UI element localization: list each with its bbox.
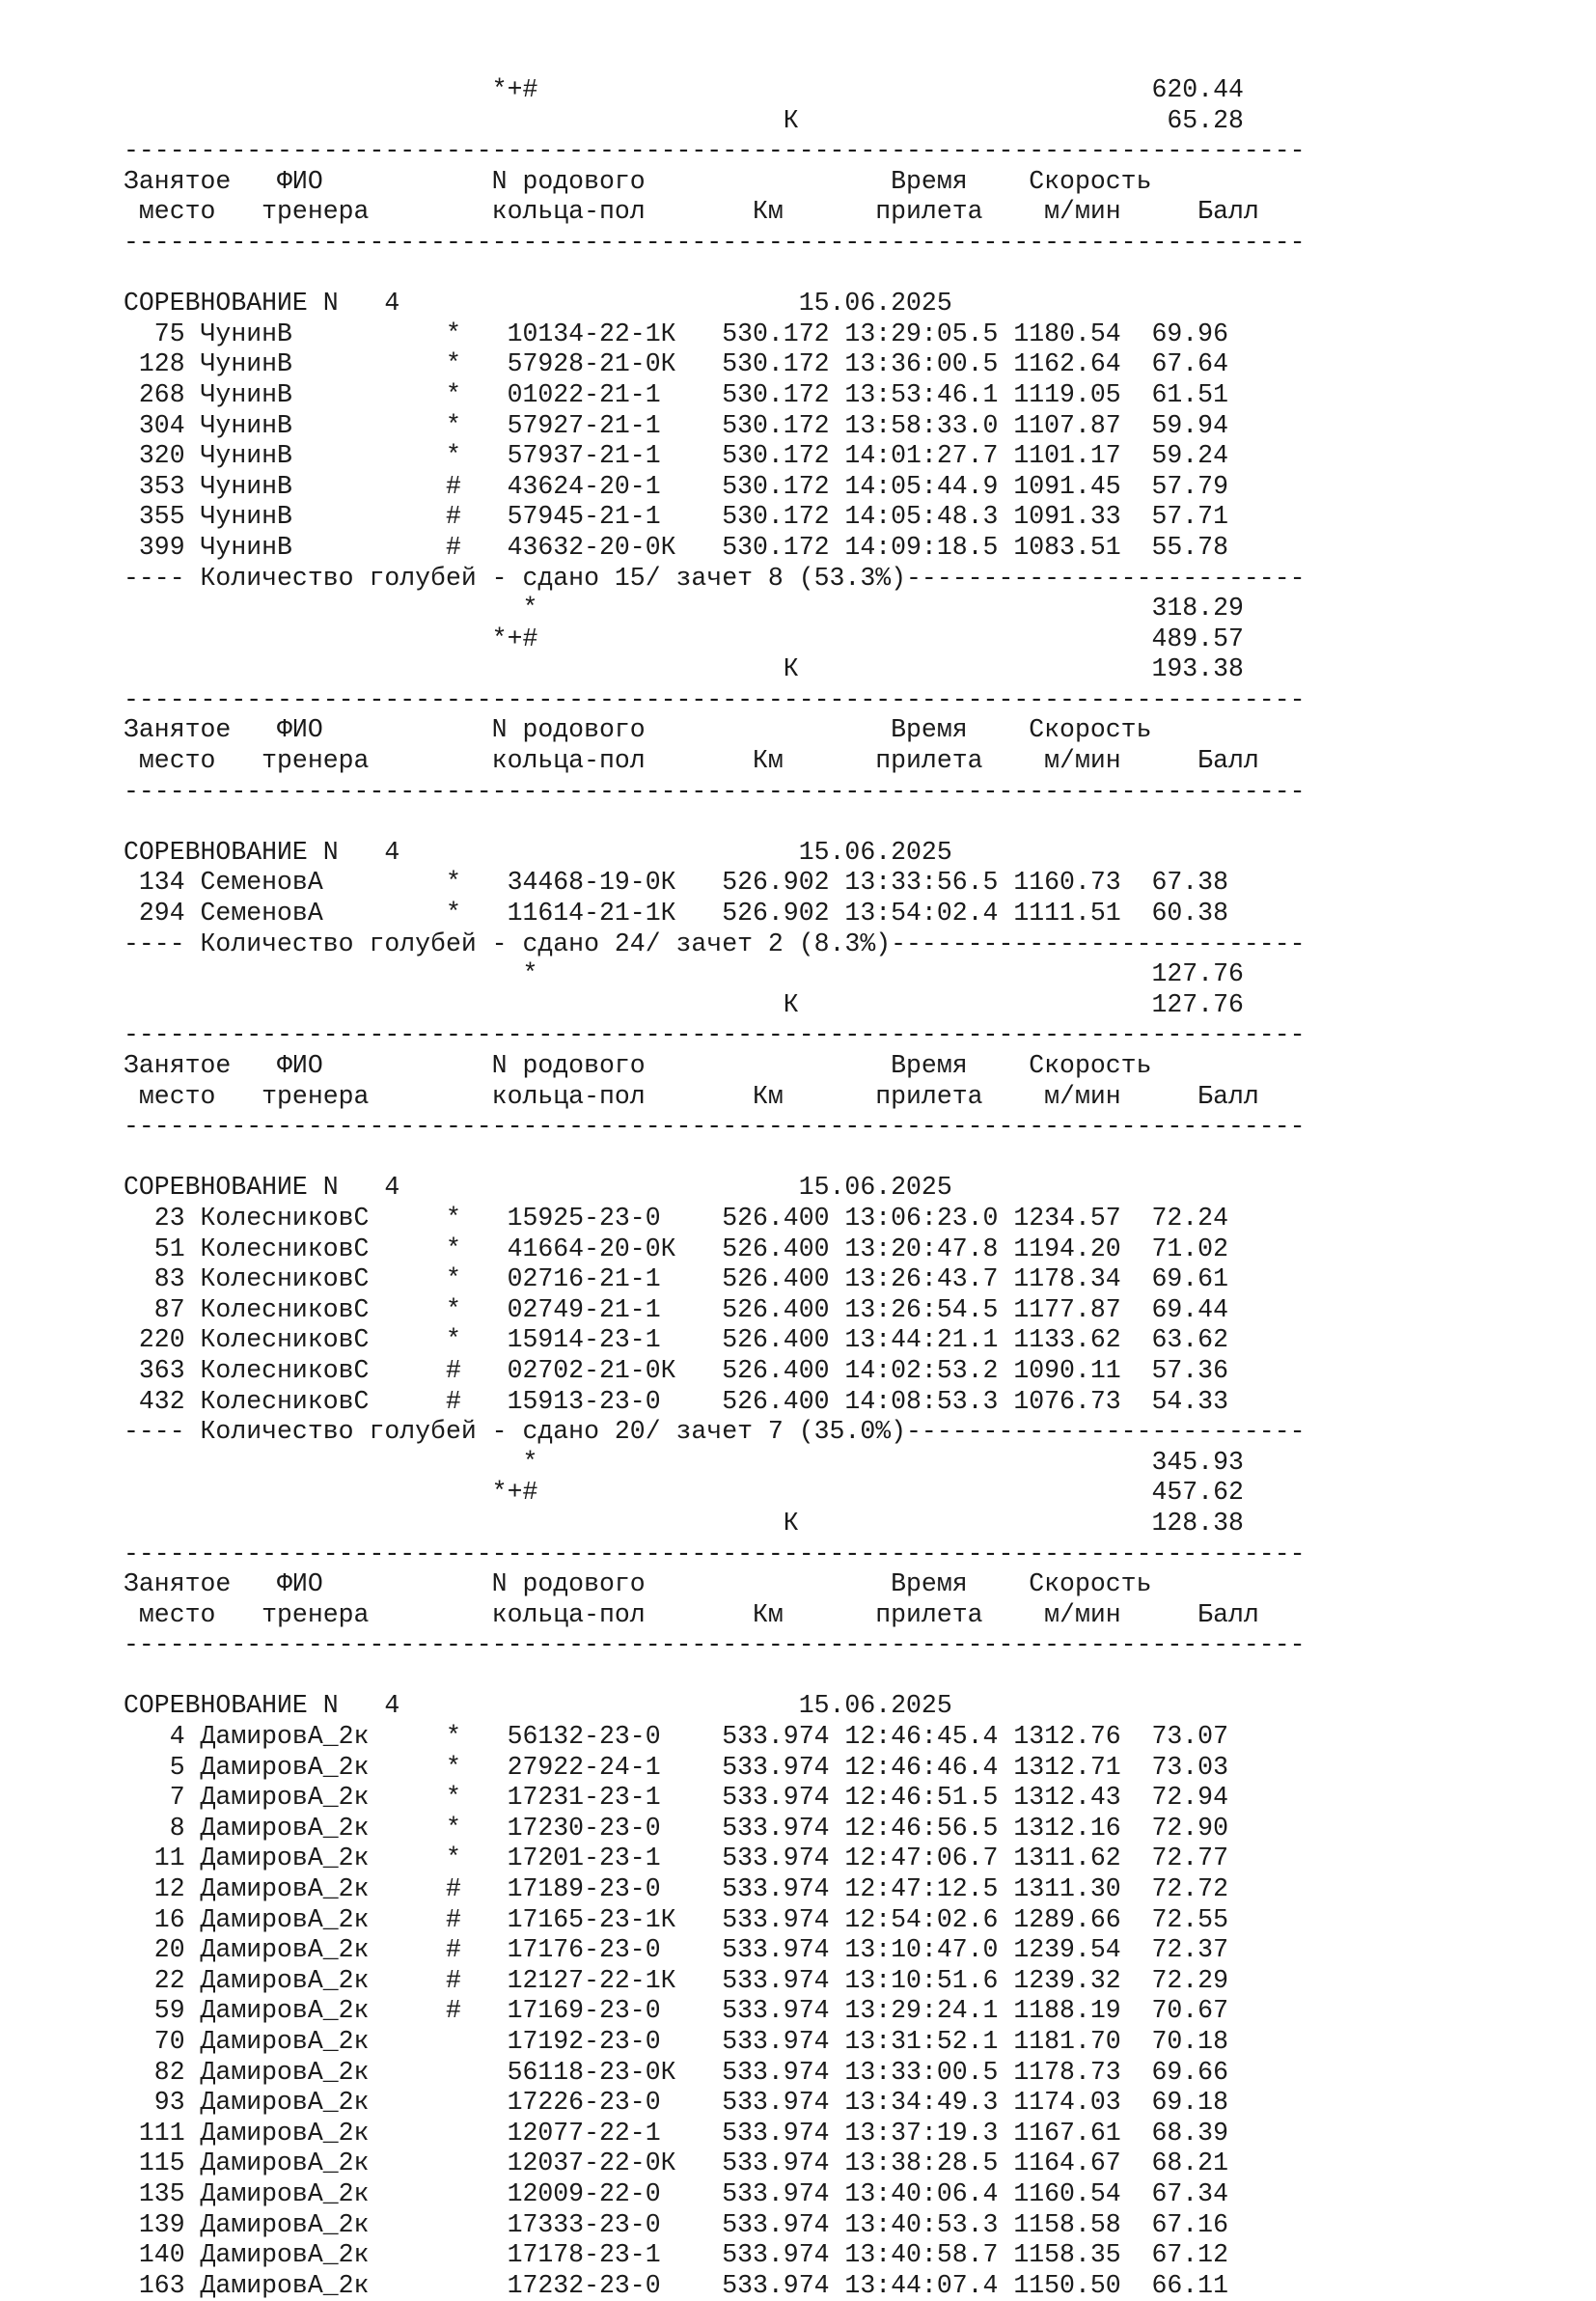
pigeon-count-summary: ---- Количество голубей - сдано 20/ зачет 7 (35.0%)-------------------------- (124, 1417, 1306, 1447)
result-row: 115 ДамировА_2к 12037-22-0К 533.974 13:38:28.5 1164.67 68.21 (124, 2149, 1228, 2178)
result-row: 111 ДамировА_2к 12077-22-1 533.974 13:37:19.3 1167.61 68.39 (124, 2118, 1228, 2148)
separator-line: ----------------------------------------------------------------------------- (124, 227, 1306, 257)
column-header: Занятое ФИО N родового Время Скорость (124, 715, 1152, 745)
separator-line: ----------------------------------------------------------------------------- (124, 136, 1306, 166)
separator-line: ----------------------------------------------------------------------------- (124, 1539, 1306, 1568)
result-row: 432 КолесниковС # 15913-23-0 526.400 14:08:53.3 1076.73 54.33 (124, 1386, 1228, 1416)
result-row: 355 ЧунинВ # 57945-21-1 530.172 14:05:48.3 1091.33 57.71 (124, 502, 1228, 532)
result-row: 268 ЧунинВ * 01022-21-1 530.172 13:53:46.1 1119.05 61.51 (124, 379, 1228, 409)
result-row: 363 КолесниковС # 02702-21-0К 526.400 14:02:53.2 1090.11 57.36 (124, 1355, 1228, 1385)
result-row: 75 ЧунинВ * 10134-22-1К 530.172 13:29:05.5 1180.54 69.96 (124, 319, 1228, 348)
result-row: 16 ДамировА_2к # 17165-23-1К 533.974 12:54:02.6 1289.66 72.55 (124, 1904, 1228, 1934)
result-row: 163 ДамировА_2к 17232-23-0 533.974 13:44:07.4 1150.50 66.11 (124, 2270, 1228, 2300)
result-row: 399 ЧунинВ # 43632-20-0К 530.172 14:09:18.5 1083.51 55.78 (124, 532, 1228, 562)
result-row: 7 ДамировА_2к * 17231-23-1 533.974 12:46:51.5 1312.43 72.94 (124, 1783, 1228, 1813)
result-row: 51 КолесниковС * 41664-20-0К 526.400 13:20:47.8 1194.20 71.02 (124, 1234, 1228, 1263)
result-row: 87 КолесниковС * 02749-21-1 526.400 13:26:54.5 1177.87 69.44 (124, 1294, 1228, 1324)
result-row: 93 ДамировА_2к 17226-23-0 533.974 13:34:49.3 1174.03 69.18 (124, 2088, 1228, 2118)
score-total: *+# 489.57 (124, 624, 1244, 653)
blank-line (124, 1661, 1513, 1692)
score-total: К 65.28 (124, 105, 1244, 135)
result-row: 70 ДамировА_2к 17192-23-0 533.974 13:31:52.1 1181.70 70.18 (124, 2027, 1228, 2056)
competition-heading: СОРЕВНОВАНИЕ N 4 15.06.2025 (124, 289, 952, 319)
result-row: 5 ДамировА_2к * 27922-24-1 533.974 12:46:46.4 1312.71 73.03 (124, 1752, 1228, 1782)
result-row: 83 КолесниковС * 02716-21-1 526.400 13:26:43.7 1178.34 69.61 (124, 1264, 1228, 1294)
score-total: * 345.93 (124, 1447, 1244, 1477)
result-row: 22 ДамировА_2к # 12127-22-1К 533.974 13:10:51.6 1239.32 72.29 (124, 1965, 1228, 1995)
result-row: 140 ДамировА_2к 17178-23-1 533.974 13:40:58.7 1158.35 67.12 (124, 2240, 1228, 2270)
result-row: 353 ЧунинВ # 43624-20-1 530.172 14:05:44.9 1091.45 57.79 (124, 471, 1228, 501)
column-header: место тренера кольца-пол Км прилета м/мин Балл (124, 746, 1259, 776)
result-row: 220 КолесниковС * 15914-23-1 526.400 13:44:21.1 1133.62 63.62 (124, 1325, 1228, 1355)
column-header: место тренера кольца-пол Км прилета м/мин Балл (124, 1599, 1259, 1629)
result-row: 82 ДамировА_2к 56118-23-0К 533.974 13:33:00.5 1178.73 69.66 (124, 2057, 1228, 2087)
result-row: 20 ДамировА_2к # 17176-23-0 533.974 13:10:47.0 1239.54 72.37 (124, 1935, 1228, 1965)
blank-line (124, 807, 1513, 838)
score-total: *+# 620.44 (124, 75, 1244, 104)
competition-heading: СОРЕВНОВАНИЕ N 4 15.06.2025 (124, 1691, 952, 1721)
column-header: место тренера кольца-пол Км прилета м/мин Балл (124, 1081, 1259, 1111)
separator-line: ----------------------------------------------------------------------------- (124, 1112, 1306, 1142)
pigeon-count-summary: ---- Количество голубей - сдано 15/ зачет 8 (53.3%)-------------------------- (124, 563, 1306, 593)
result-row: 59 ДамировА_2к # 17169-23-0 533.974 13:29:24.1 1188.19 70.67 (124, 1996, 1228, 2026)
result-row: 11 ДамировА_2к * 17201-23-1 533.974 12:47:06.7 1311.62 72.77 (124, 1844, 1228, 1873)
result-row: 304 ЧунинВ * 57927-21-1 530.172 13:58:33.0 1107.87 59.94 (124, 410, 1228, 440)
blank-line (124, 259, 1513, 290)
result-row: 23 КолесниковС * 15925-23-0 526.400 13:06:23.0 1234.57 72.24 (124, 1203, 1228, 1233)
result-row: 4 ДамировА_2к * 56132-23-0 533.974 12:46:45.4 1312.76 73.07 (124, 1722, 1228, 1752)
score-total: К 128.38 (124, 1508, 1244, 1538)
score-total: * 127.76 (124, 959, 1244, 989)
result-row: 135 ДамировА_2к 12009-22-0 533.974 13:40:06.4 1160.54 67.34 (124, 2178, 1228, 2208)
column-header: Занятое ФИО N родового Время Скорость (124, 1051, 1152, 1080)
competition-heading: СОРЕВНОВАНИЕ N 4 15.06.2025 (124, 1173, 952, 1203)
result-row: 134 СеменовА * 34468-19-0К 526.902 13:33:56.5 1160.73 67.38 (124, 868, 1228, 898)
score-total: К 193.38 (124, 654, 1244, 684)
column-header: место тренера кольца-пол Км прилета м/мин Балл (124, 197, 1259, 227)
result-row: 12 ДамировА_2к # 17189-23-0 533.974 12:47:12.5 1311.30 72.72 (124, 1874, 1228, 1904)
separator-line: ----------------------------------------------------------------------------- (124, 776, 1306, 806)
column-header: Занятое ФИО N родового Время Скорость (124, 1569, 1152, 1599)
score-total: * 318.29 (124, 594, 1244, 624)
competition-heading: СОРЕВНОВАНИЕ N 4 15.06.2025 (124, 837, 952, 867)
pigeon-count-summary: ---- Количество голубей - сдано 24/ зачет 2 (8.3%)--------------------------- (124, 929, 1306, 958)
result-row: 294 СеменовА * 11614-21-1К 526.902 13:54:02.4 1111.51 60.38 (124, 899, 1228, 929)
separator-line: ----------------------------------------------------------------------------- (124, 1020, 1306, 1050)
score-total: К 127.76 (124, 989, 1244, 1019)
score-total: *+# 457.62 (124, 1478, 1244, 1508)
result-row: 8 ДамировА_2к * 17230-23-0 533.974 12:46:56.5 1312.16 72.90 (124, 1813, 1228, 1843)
result-row: 128 ЧунинВ * 57928-21-0К 530.172 13:36:00.5 1162.64 67.64 (124, 349, 1228, 379)
separator-line: ----------------------------------------------------------------------------- (124, 1630, 1306, 1660)
separator-line: ----------------------------------------------------------------------------- (124, 684, 1306, 714)
result-row: 320 ЧунинВ * 57937-21-1 530.172 14:01:27.7 1101.17 59.24 (124, 441, 1228, 471)
results-printout (124, 75, 1513, 2301)
column-header: Занятое ФИО N родового Время Скорость (124, 166, 1152, 196)
result-row: 139 ДамировА_2к 17333-23-0 533.974 13:40:53.3 1158.58 67.16 (124, 2209, 1228, 2239)
blank-line (124, 1143, 1513, 1174)
